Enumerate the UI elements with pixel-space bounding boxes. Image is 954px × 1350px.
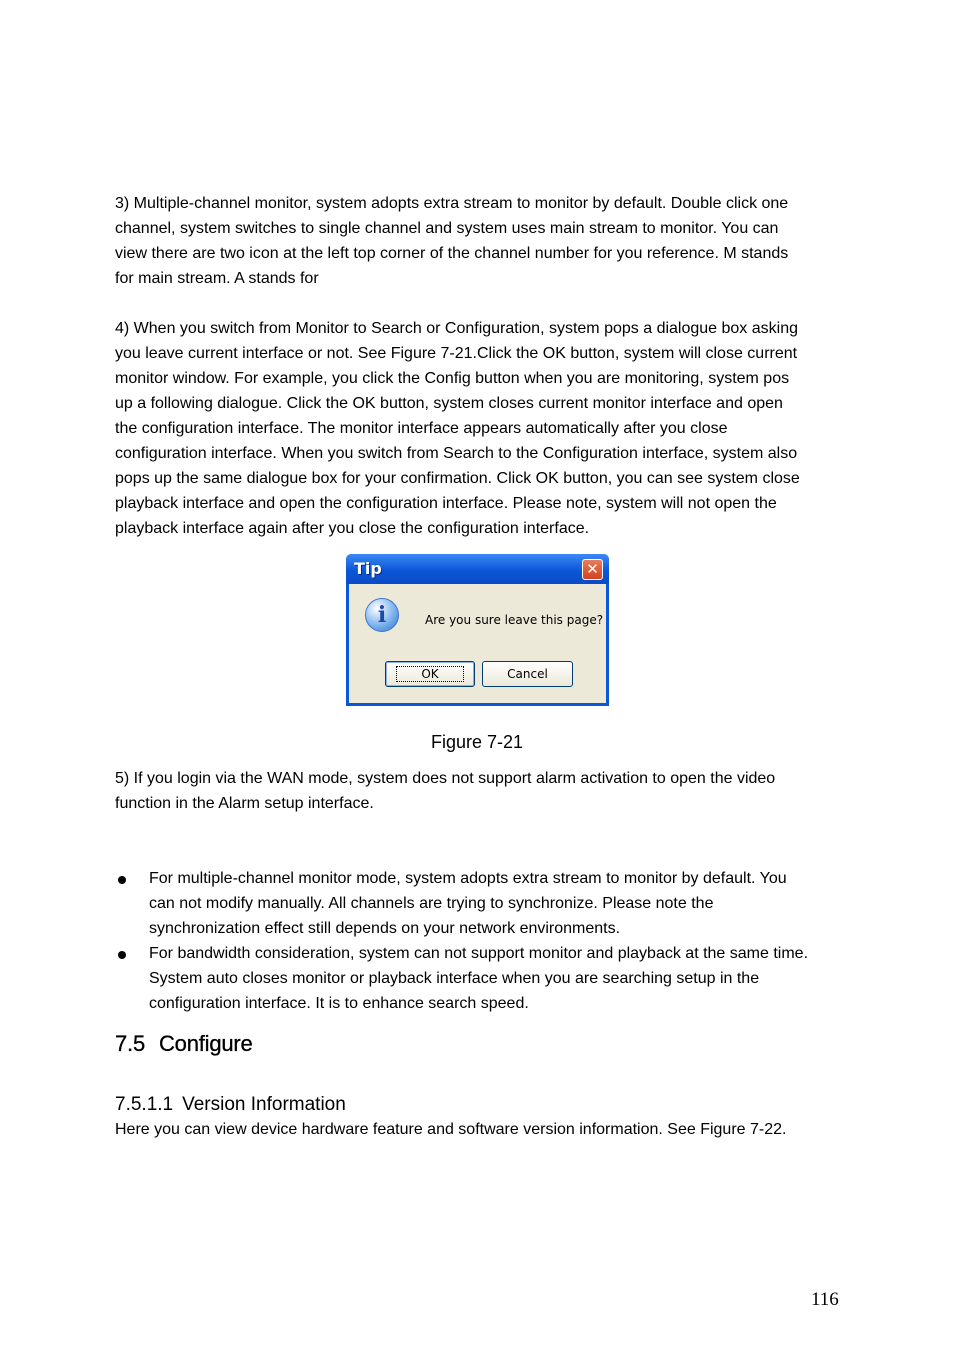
page-number: 116 <box>811 1289 839 1310</box>
text-line: System auto closes monitor or playback interface when you are searching setup in the <box>149 970 760 987</box>
bullet-dot-icon <box>118 876 126 884</box>
text-line: For bandwidth consideration, system can not support monitor and playback at the same time. <box>149 945 809 962</box>
subsection-number: 7.5.1.1 <box>115 1094 174 1115</box>
dialog-message: Are you sure leave this page? <box>425 613 604 627</box>
ok-button[interactable] <box>385 661 475 687</box>
section-number: 7.5 <box>115 1031 145 1056</box>
figure-caption: Figure 7-21 <box>430 732 524 752</box>
text-line: synchronization effect still depends on your network environments. <box>149 920 621 937</box>
dialog-titlebar <box>346 554 609 584</box>
text-line: 4) When you switch from Monitor to Search or Configuration, system pops a dialogue box asking <box>115 320 798 337</box>
text-line: channel, system switches to single channel and system uses main stream to monitor. You can <box>115 220 779 237</box>
text-line: for main stream. A stands for <box>115 270 319 287</box>
information-icon: i <box>365 598 399 632</box>
text-line: playback interface and open the configuration interface. Please note, system will not open the <box>115 495 777 512</box>
paragraph-3 <box>115 191 845 291</box>
dialog-title: Tip <box>354 559 382 578</box>
text-line: the configuration interface. The monitor interface appears automatically after you close <box>115 420 728 437</box>
text-line: you leave current interface or not. See Figure 7-21.Click the OK button, system will close current <box>115 345 798 362</box>
text-line: For multiple-channel monitor mode, system adopts extra stream to monitor by default. You <box>149 870 787 887</box>
text-line: view there are two icon at the left top corner of the channel number for you reference. M stands <box>115 245 789 262</box>
text-line: monitor window. For example, you click the Config button when you are monitoring, system pos <box>115 370 790 387</box>
text-line: Here you can view device hardware feature and software version information. See Figure 7-22. <box>115 1121 787 1138</box>
bullet-dot-icon <box>118 951 126 959</box>
text-line: pops up the same dialogue box for your confirmation. Click OK button, you can see system close <box>115 470 800 487</box>
text-line: configuration interface. It is to enhance search speed. <box>149 995 529 1012</box>
text-line: 3) Multiple-channel monitor, system adopts extra stream to monitor by default. Double click one <box>115 195 789 212</box>
text-line: up a following dialogue. Click the OK button, system closes current monitor interface and open <box>115 395 783 412</box>
text-line: function in the Alarm setup interface. <box>115 795 374 812</box>
tip-dialog-figure <box>346 554 609 706</box>
ok-button-label: OK <box>396 666 463 682</box>
close-icon[interactable]: ✕ <box>582 559 603 580</box>
subsection-title: Version Information <box>182 1094 346 1115</box>
section-title: Configure <box>158 1031 253 1056</box>
text-line: playback interface again after you close the configuration interface. <box>115 520 590 537</box>
paragraph-4 <box>115 316 845 541</box>
text-line: 5) If you login via the WAN mode, system does not support alarm activation to open the video <box>115 770 776 787</box>
paragraph-5 <box>115 766 845 816</box>
subsection-paragraph <box>115 1117 875 1142</box>
cancel-button[interactable]: Cancel <box>482 661 573 687</box>
text-line: can not modify manually. All channels are trying to synchronize. Please note the <box>149 895 714 912</box>
section-heading <box>115 1029 253 1059</box>
dialog-body <box>349 584 606 703</box>
subsection-heading <box>115 1092 346 1118</box>
text-line: configuration interface. When you switch from Search to the Configuration interface, system also <box>115 445 798 462</box>
